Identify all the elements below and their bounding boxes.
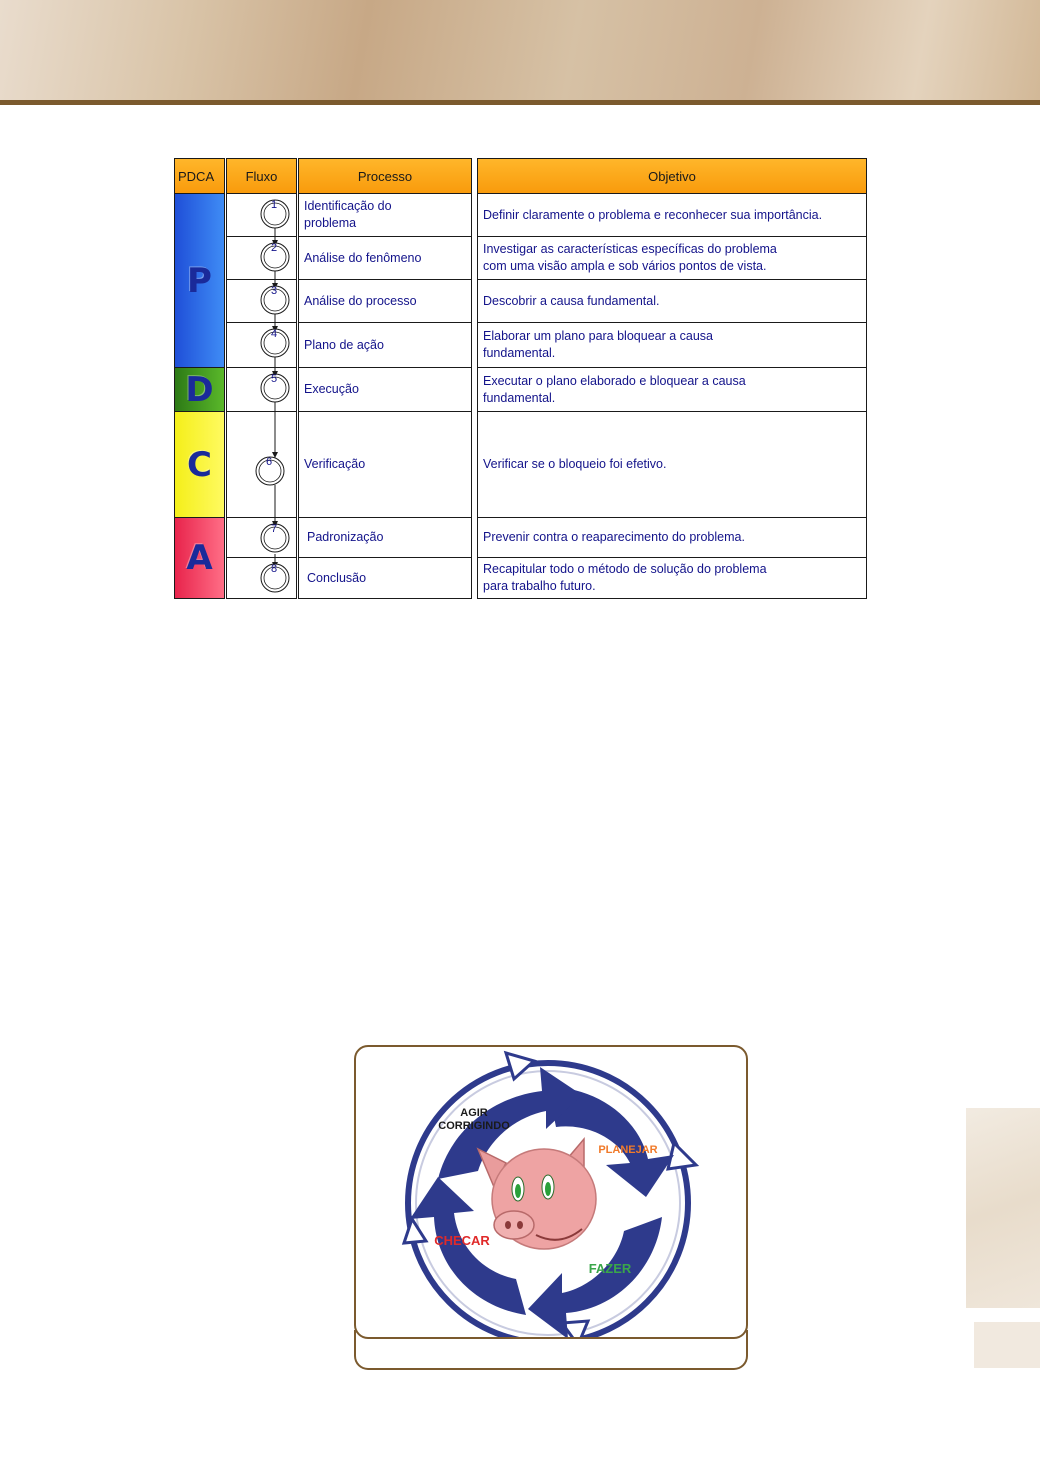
side-tab <box>966 1108 1040 1308</box>
processo-cell-5: Execução <box>298 367 472 412</box>
header-processo: Processo <box>298 158 472 194</box>
processo-cell-4: Plano de ação <box>298 322 472 368</box>
header-fluxo: Fluxo <box>226 158 297 194</box>
pdca-cycle-picture <box>354 1045 748 1339</box>
processo-cell-8: Conclusão <box>298 557 472 599</box>
flow-node-label: 6 <box>265 456 273 468</box>
flow-node-4 <box>261 328 289 357</box>
objetivo-cell-3: Descobrir a causa fundamental. <box>477 279 867 323</box>
processo-cell-1: Identificação do problema <box>298 193 472 237</box>
phase-d: D <box>174 367 225 412</box>
flow-node-label: 8 <box>270 563 278 575</box>
label-fazer: FAZER <box>588 1261 632 1276</box>
processo-cell-6: Verificação <box>298 411 472 518</box>
phase-c: C <box>174 411 225 518</box>
flow-node-2 <box>261 242 289 271</box>
flow-node-label: 3 <box>270 285 278 297</box>
objetivo-cell-4: Elaborar um plano para bloquear a causa fundamental. <box>477 322 867 368</box>
pdca-cycle-illustration <box>356 1047 746 1337</box>
flow-node-3 <box>261 285 289 314</box>
header-rule <box>0 100 1040 105</box>
flow-diagram <box>226 193 297 599</box>
objetivo-cell-2: Investigar as características específicas do problema com uma visão ampla e sob vários pontos de vista. <box>477 236 867 280</box>
phase-a: A <box>174 517 225 599</box>
flow-node-7 <box>261 523 289 552</box>
label-corrigindo: CORRIGINDO <box>438 1120 510 1132</box>
flow-node-8 <box>261 563 289 592</box>
label-checar: CHECAR <box>434 1233 490 1248</box>
processo-cell-2: Análise do fenômeno <box>298 236 472 280</box>
objetivo-cell-6: Verificar se o bloqueio foi efetivo. <box>477 411 867 518</box>
header-pdca: PDCA <box>174 158 225 194</box>
header-objetivo: Objetivo <box>477 158 867 194</box>
flow-node-label: 5 <box>270 373 278 385</box>
processo-cell-3: Análise do processo <box>298 279 472 323</box>
flow-node-label: 1 <box>270 199 278 211</box>
pdca-table <box>174 158 867 599</box>
flow-node-5 <box>261 373 289 402</box>
flow-node-label: 7 <box>270 523 278 535</box>
objetivo-cell-8: Recapitular todo o método de solução do problema para trabalho futuro. <box>477 557 867 599</box>
phase-p: P <box>174 193 225 368</box>
objetivo-cell-7: Prevenir contra o reaparecimento do problema. <box>477 517 867 558</box>
label-planejar: PLANEJAR <box>598 1144 658 1156</box>
processo-cell-7: Padronização <box>298 517 472 558</box>
label-agir: AGIR <box>460 1107 488 1119</box>
side-tab-small <box>974 1322 1040 1368</box>
flow-node-label: 4 <box>270 328 278 340</box>
flow-node-1 <box>261 199 289 228</box>
header-band <box>0 0 1040 100</box>
objetivo-cell-5: Executar o plano elaborado e bloquear a causa fundamental. <box>477 367 867 412</box>
flow-node-6 <box>256 456 284 485</box>
objetivo-cell-1: Definir claramente o problema e reconhecer sua importância. <box>477 193 867 237</box>
flow-node-label: 2 <box>270 242 278 254</box>
